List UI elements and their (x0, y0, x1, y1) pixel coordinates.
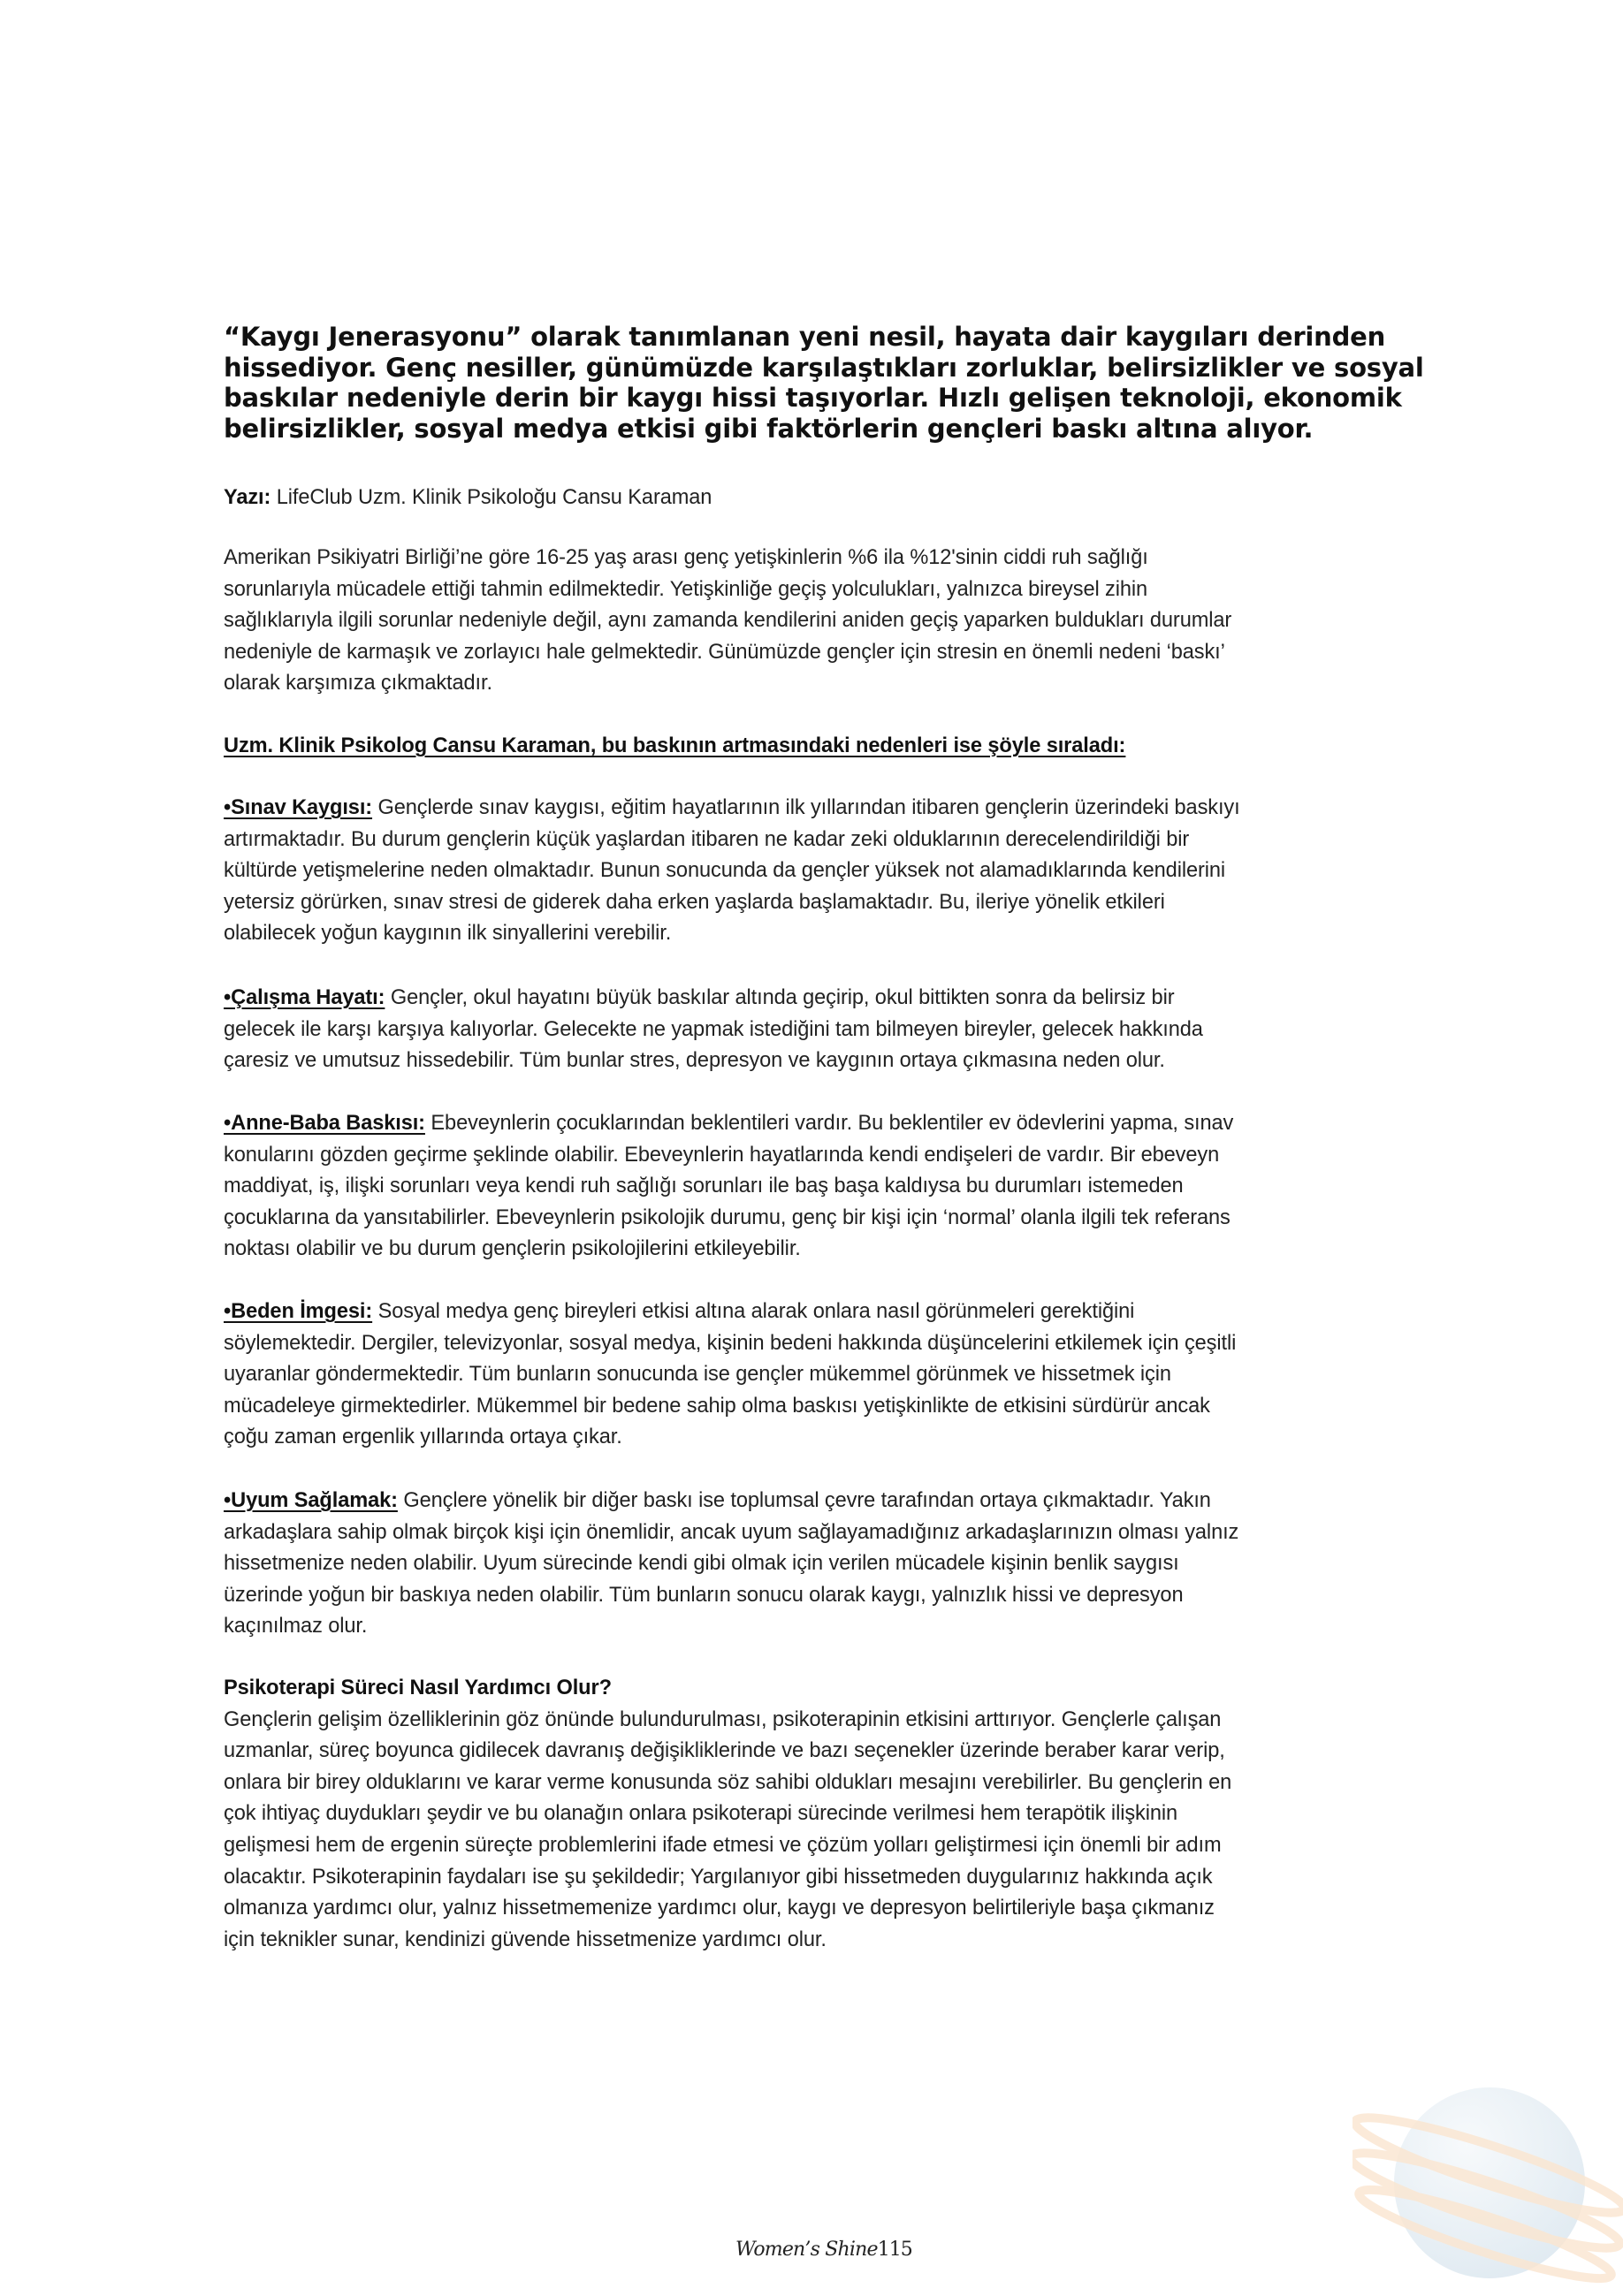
section-fitting-in (224, 1486, 1399, 1643)
section-term: •Beden İmgesi: (224, 1300, 373, 1323)
section-term: •Çalışma Hayatı: (224, 986, 385, 1009)
section-exam-anxiety (224, 793, 1399, 950)
paragraph-line: Sosyal medya genç bireyleri etkisi altına alarak onlara nasıl görünmeleri gerektiğini (372, 1300, 1135, 1323)
paragraph-line: Gençler, okul hayatını büyük baskılar altında geçirip, okul bittikten sonra da belirsiz bir (385, 986, 1175, 1009)
paragraph-line: maddiyat, iş, ilişki sorunları veya kendi ruh sağlığı sorunları ile baş başa kaldıysa bu durumları istemeden (224, 1175, 1184, 1198)
paragraph-line: çocuklarına da yansıtabilirler. Ebeveynlerin psikolojik durumu, genç bir kişi için ‘normal’ olanla ilgili tek referans (224, 1205, 1231, 1229)
section-heading: Psikoterapi Süreci Nasıl Yardımcı Olur? (224, 1676, 612, 1699)
paragraph-line: yetersiz görürken, sınav stresi de giderek daha erken yaşlarda başlamaktadır. Bu, ileriye yönelik etkileri (224, 890, 1165, 914)
author-name: LifeClub Uzm. Klinik Psikoloğu Cansu Karaman (270, 486, 712, 509)
author-byline (224, 483, 1399, 514)
paragraph-line: Gençlerde sınav kaygısı, eğitim hayatlarının ilk yıllarından itibaren gençlerin üzerindeki baskıyı (372, 796, 1240, 819)
opening-paragraph (224, 543, 1399, 700)
intro-paragraph (224, 322, 1424, 444)
intro-line: belirsizlikler, sosyal medya etkisi gibi faktörlerin gençleri baskı altına alıyor. (224, 413, 1314, 444)
paragraph-line: çoğu zaman ergenlik yıllarında ortaya çıkar. (224, 1425, 622, 1449)
paragraph-line: kaçınılmaz olur. (224, 1615, 368, 1638)
paragraph-line: söylemektedir. Dergiler, televizyonlar, sosyal medya, kişinin bedeni hakkında düşüncelerini etkilemek için çeşitli (224, 1331, 1237, 1355)
paragraph-line: noktası olabilir ve bu durum gençlerin psikolojilerini etkileyebilir. (224, 1237, 801, 1261)
intro-line: hissediyor. Genç nesiller, günümüzde karşılaştıkları zorluklar, belirsizlikler ve sosyal (224, 352, 1424, 383)
lead-heading (224, 731, 1399, 763)
paragraph-line: onlara bir birey olduklarını ve karar verme konusunda söz sahibi oldukları mesajını verebilirler. Bu gençlerin en (224, 1770, 1232, 1794)
page-footer (735, 2239, 912, 2261)
paragraph-line: Ebeveynlerin çocuklarından beklentileri vardır. Bu beklentiler ev ödevlerini yapma, sınav (424, 1112, 1234, 1135)
paragraph-line: olacaktır. Psikoterapinin faydaları ise şu şekildedir; Yargılanıyor gibi hissetmeden duygularınız hakkında açık (224, 1865, 1213, 1889)
paragraph-line: sorunlarıyla mücadele ettiği tahmin edilmektedir. Yetişkinliğe geçiş yolculukları, yalnızca bireysel zihin (224, 577, 1148, 601)
paragraph-line: konularını gözden geçirme şeklinde olabilir. Ebeveynlerin hayatlarında kendi endişeleri de vardır. Bir ebeveyn (224, 1143, 1220, 1167)
paragraph-line: sağlıklarıyla ilgili sorunlar nedeniyle değil, aynı zamanda kendilerini aniden geçiş yaparken buldukları durumlar (224, 609, 1232, 633)
paragraph-line: Amerikan Psikiyatri Birliği’ne göre 16-25 yaş arası genç yetişkinlerin %6 ila %12'sinin ciddi ruh sağlığı (224, 546, 1148, 569)
paragraph-line: olabilecek yoğun kaygının ilk sinyallerini verebilir. (224, 922, 672, 946)
author-label: Yazı: (224, 486, 271, 509)
paragraph-line: mücadeleye girmektedirler. Mükemmel bir bedene sahip olma baskısı yetişkinlikte de etkisini sürdürür ancak (224, 1394, 1210, 1418)
paragraph-line: olarak karşımıza çıkmaktadır. (224, 672, 492, 696)
paragraph-line: uyaranlar göndermektedir. Tüm bunların sonucunda ise gençler mükemmel görünmek ve hissetmek için (224, 1363, 1171, 1387)
section-term: •Anne-Baba Baskısı: (224, 1112, 425, 1135)
paragraph-line: gelişmesi hem de ergenin süreçte problemlerini ifade etmesi ve çözüm yolları geliştirmesi için önemli bir adım (224, 1833, 1222, 1857)
paragraph-line: Gençlere yönelik bir diğer baskı ise toplumsal çevre tarafından ortaya çıkmaktadır. Yakın (397, 1489, 1211, 1512)
paragraph-line: arkadaşlara sahip olmak birçok kişi için önemlidir, ancak uyum sağlayamadığınız arkadaşlarınızın olması yalnız (224, 1520, 1239, 1544)
paragraph-line: hissetmenize neden olabilir. Uyum sürecinde kendi gibi olmak için verilen mücadele kişinin benlik saygısı (224, 1552, 1179, 1576)
section-body-image (224, 1296, 1399, 1454)
paragraph-line: için teknikler sunar, kendinizi güvende hissetmenize yardımcı olur. (224, 1927, 827, 1951)
intro-line: baskılar nedeniyle derin bir kaygı hissi taşıyorlar. Hızlı gelişen teknoloji, ekonomik (224, 383, 1402, 413)
paragraph-line: olmanıza yardımcı olur, yalnız hissetmemenize yardımcı olur, kaygı ve depresyon belirtileriyle başa çıkmanız (224, 1897, 1215, 1920)
paragraph-line: artırmaktadır. Bu durum gençlerin küçük yaşlardan itibaren ne kadar zeki olduklarının derecelendirildiği bir (224, 827, 1190, 851)
section-term: •Uyum Sağlamak: (224, 1489, 398, 1512)
paragraph-line: çaresiz ve umutsuz hissedebilir. Tüm bunlar stres, depresyon ve kaygının ortaya çıkmasına neden olur. (224, 1049, 1165, 1073)
paragraph-line: uzmanlar, süreç boyunca gidilecek davranış değişikliklerinde ve bazı seçenekler üzerinde beraber karar verip, (224, 1739, 1225, 1763)
section-parent-pressure (224, 1108, 1399, 1266)
paragraph-line: Gençlerin gelişim özelliklerinin göz önünde bulundurulması, psikoterapinin etkisini arttırıyor. Gençlerle çalışan (224, 1707, 1222, 1731)
lead-text: Uzm. Klinik Psikolog Cansu Karaman, bu baskının artmasındaki nedenleri ise şöyle sıraladı: (224, 734, 1126, 757)
paragraph-line: gelecek ile karşı karşıya kalıyorlar. Gelecekte ne yapmak istediğini tam bilmeyen bireyler, gelecek hakkında (224, 1017, 1203, 1041)
page-number: 115 (877, 2239, 912, 2261)
intro-line: “Kaygı Jenerasyonu” olarak tanımlanan yeni nesil, hayata dair kaygıları derinden (224, 322, 1386, 352)
section-psychotherapy (224, 1673, 1399, 1956)
section-working-life (224, 983, 1399, 1077)
section-term: •Sınav Kaygısı: (224, 796, 373, 819)
paragraph-line: kültürde yetişmelerine neden olmaktadır. Bunun sonucunda da gençler yüksek not alamadıklarında kendilerini (224, 859, 1226, 883)
paragraph-line: nedeniyle de karmaşık ve zorlayıcı hale gelmektedir. Günümüzde gençler için stresin en önemli nedeni ‘baskı’ (224, 640, 1225, 664)
planet-icon (1352, 2077, 1623, 2296)
paragraph-line: çok ihtiyaç duydukları şeydir ve bu olanağın onlara psikoterapi sürecinde verilmesi hem terapötik ilişkinin (224, 1802, 1178, 1826)
magazine-name: Women’s Shine (735, 2239, 878, 2261)
paragraph-line: üzerinde yoğun bir baskıya neden olabilir. Tüm bunların sonucu olarak kaygı, yalnızlık hissi ve depresyon (224, 1583, 1184, 1607)
